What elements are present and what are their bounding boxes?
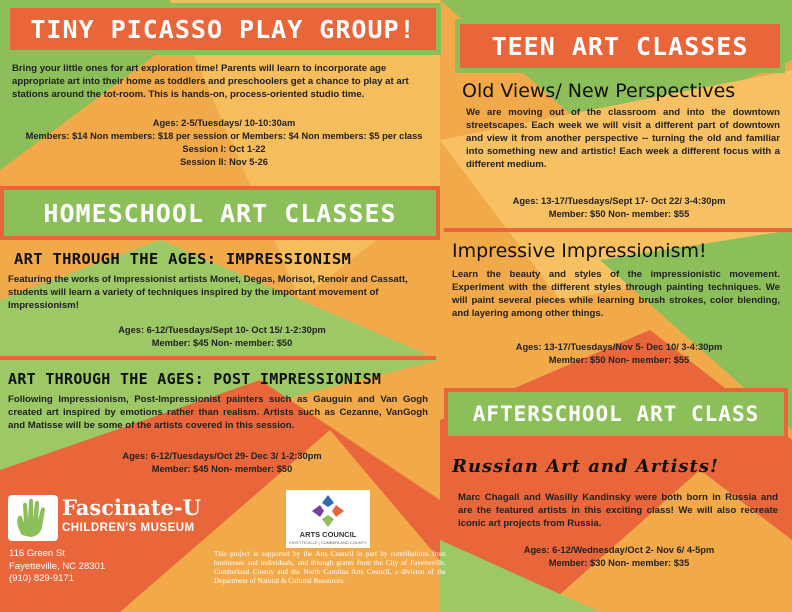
tiny-picasso-banner — [10, 8, 436, 50]
old-views-schedule: Ages: 13-17/Tuesdays/Sept 17- Oct 22/ 3-4:30pm — [512, 196, 726, 206]
impressive-description: Learn the beauty and styles of the impressionistic movement. Experiment with the different styles through painting techniques. We will paint several pieces while learning brush strokes, color blending, and layering among other things. — [452, 269, 780, 319]
phone-number: (910) 829-9171 — [9, 573, 74, 584]
impressive-pricing: Member: $50 Non- member: $55 — [548, 355, 690, 365]
homeschool-banner — [4, 190, 436, 236]
address-line-1: 116 Green St — [9, 548, 65, 559]
museum-subtitle: CHILDREN'S MUSEUM — [62, 522, 195, 534]
russian-art-pricing: Member: $30 Non- member: $35 — [548, 558, 690, 568]
russian-art-schedule: Ages: 6-12/Wednesday/Oct 2- Nov 6/ 4-5pm — [523, 545, 715, 555]
russian-art-details — [446, 544, 792, 570]
post-impressionism-details — [8, 450, 436, 476]
post-impressionism-description: Following Impressionism, Post-Impressionist painters such as Gauguin and Van Gogh created art inspired by emotions rather than realism. Artists such as Cezanne, VanGogh and Matisse will be some of the artists covered in this session. — [8, 394, 428, 431]
museum-address — [9, 548, 105, 586]
old-views-details — [446, 195, 792, 221]
impressionism-heading: ART THROUGH THE AGES: IMPRESSIONISM — [14, 250, 352, 268]
address-line-2: Fayetteville, NC 28301 — [9, 560, 106, 572]
tiny-picasso-description: Bring your little ones for art exploration time! Parents will learn to incorporate age appropriate art into their home as toddlers and preschoolers get a chance to play at art stations around the tot-room. This is hands-on, process-oriented studio time. — [12, 63, 409, 100]
homeschool-divider — [0, 356, 436, 360]
hand-print-icon — [8, 495, 58, 541]
arts-council-mark-icon — [310, 493, 346, 529]
museum-logo — [8, 495, 208, 547]
russian-art-heading: Russian Art and Artists! — [452, 456, 719, 477]
afterschool-title: AFTERSCHOOL ART CLASS — [472, 402, 760, 426]
afterschool-banner — [448, 392, 784, 436]
arts-council-name: ARTS COUNCIL — [299, 530, 357, 539]
post-impressionism-heading: ART THROUGH THE AGES: POST IMPRESSIONISM — [8, 370, 382, 388]
arts-council-subtitle: FAYETTEVILLE | CUMBERLAND COUNTY — [289, 540, 367, 545]
impressionism-description: Featuring the works of Impressionist artists Monet, Degas, Morisot, Renoir and Cassatt, students will learn a variety of techniques inspired by the important movement of Impressionism! — [8, 274, 408, 311]
russian-art-description: Marc Chagall and Wasilly Kandinsky were both born in Russia and are the featured artists in this exciting class! We will also recreate iconic art projects from Russia. — [458, 492, 778, 529]
impressionism-details — [8, 324, 436, 350]
support-statement: This project is supported by the Arts Council in part by contributions from businesses and individuals, and through grants from the City of Fayetteville, Cumberland County and the North Carolina Arts Council, a division of the Department of Natural & Cultural Resources. — [214, 550, 446, 585]
tiny-picasso-pricing: Members: $14 Non members: $18 per session or Members: $4 Non members: $5 per class — [25, 131, 423, 141]
teen-title: TEEN ART CLASSES — [491, 31, 749, 61]
tiny-picasso-session-2: Session II: Nov 5-26 — [180, 157, 268, 167]
arts-council-logo — [286, 490, 370, 548]
post-impressionism-schedule: Ages: 6-12/Tuesdays/Oct 29- Dec 3/ 1-2:30pm — [122, 451, 322, 461]
impressive-heading: Impressive Impressionism! — [452, 240, 707, 262]
old-views-pricing: Member: $50 Non- member: $55 — [548, 209, 690, 219]
impressive-schedule: Ages: 13-17/Tuesdays/Nov 5- Dec 10/ 3-4:30pm — [515, 342, 723, 352]
teen-banner — [460, 24, 780, 68]
impressionism-pricing: Member: $45 Non- member: $50 — [151, 338, 293, 348]
impressionism-schedule: Ages: 6-12/Tuesdays/Sept 10- Oct 15/ 1-2:30pm — [118, 325, 326, 335]
teen-divider — [444, 228, 792, 232]
impressive-details — [446, 341, 792, 367]
tiny-picasso-session-1: Session I: Oct 1-22 — [182, 144, 266, 154]
museum-name: Fascinate-U — [62, 495, 201, 520]
old-views-heading: Old Views/ New Perspectives — [462, 80, 736, 102]
homeschool-title: HOMESCHOOL ART CLASSES — [43, 198, 397, 228]
post-impressionism-pricing: Member: $45 Non- member: $50 — [151, 464, 293, 474]
old-views-description: We are moving out of the classroom and into the downtown streetscapes. Each week we will visit a different part of downtown and view it from another perspective -- turning the old and familiar into something new and artistic! Each week a different focus with a different medium. — [466, 107, 780, 170]
tiny-picasso-title: TINY PICASSO PLAY GROUP! — [30, 14, 416, 44]
tiny-picasso-ages: Ages: 2-5/Tuesdays/ 10-10:30am — [152, 118, 296, 128]
tiny-picasso-details — [12, 117, 436, 169]
